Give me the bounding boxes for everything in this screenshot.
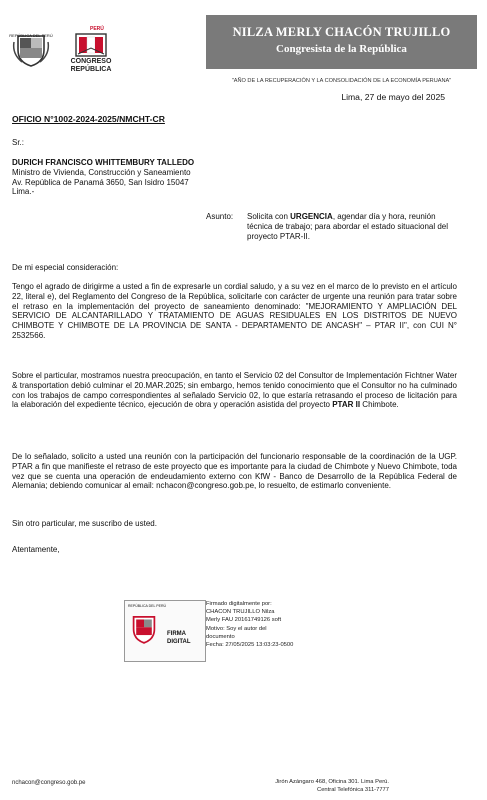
asunto-urgent: URGENCIA (290, 212, 333, 221)
addressee-line3: Lima.- (12, 187, 35, 197)
congresswoman-banner (206, 15, 477, 69)
asunto-text (247, 212, 455, 241)
paragraph-request: Tengo el agrado de dirigirme a usted a fin de expresarle un cordial saludo, y a su vez en el marco de lo previsto en el artículo 22, literal e), del Reglamento del Congreso de la República, solicitarle con carácter de urgente una reunión para tratar sobre el retraso en la implementación del proyecto de saneamiento denominado: "MEJORAMIENTO Y AMPLIACIÓN DEL SERVICIO DE ALCANTARILLADO Y TRATAMIENTO DE AGUAS RESIDUALES EN LOS DISTRITOS DE NUEVO CHIMBOTE Y CHIMBOTE DE LA PROVINCIA DE SANTA - DEPARTAMENTO DE ANCASH" – PTAR II", con CUI N° 2532566. (12, 282, 457, 340)
footer-contact (275, 778, 389, 794)
farewell: Atentamente, (12, 545, 60, 554)
peru-label: PERÚ (90, 26, 104, 32)
addressee-line1: Ministro de Vivienda, Construcción y Saneamiento (12, 167, 191, 177)
addressee-line2: Av. República de Panamá 3650, San Isidro 15047 (12, 177, 189, 187)
asunto-post: , agendar día y hora, reunión técnica de trabajo; para abordar el estado situacional del proyecto PTAR-II. (247, 212, 449, 241)
addressee-name: DURICH FRANCISCO WHITTEMBURY TALLEDO (12, 158, 195, 167)
stamp-label (167, 631, 191, 646)
stamp-label-2: DIGITAL (167, 638, 191, 645)
congress-logo-line1: CONGRESO (70, 58, 112, 65)
oficio-number: OFICIO N°1002-2024-2025/NMCHT-CR (12, 114, 165, 124)
year-motto: "AÑO DE LA RECUPERACIÓN Y LA CONSOLIDACIÓN DE LA ECONOMÍA PERUANA" (231, 78, 452, 84)
digital-signature-text (206, 600, 356, 649)
footer-phone: Central Telefónica 311-7777 (317, 787, 389, 793)
paragraph-concern (12, 371, 457, 410)
salutation: Sr.: (12, 138, 25, 147)
stamp-label-1: FIRMA (167, 631, 186, 637)
banner-name: NILZA MERLY CHACÓN TRUJILLO (232, 25, 451, 39)
stamp-top-text: REPÚBLICA DEL PERÚ (128, 604, 166, 608)
footer-email: nchacon@congreso.gob.pe (12, 780, 86, 786)
paragraph-meeting: De lo señalado, solicito a usted una reunión con la participación del funcionario responsable de la coordinación de la UGP. PTAR a fin que manifieste el retraso de este proyecto que es importante para la ciudad de Chimbote y Nuevo Chimbote, toda vez que se cuenta una operación de endeudamiento externo con KfW - Banco de Desarrollo de la República Federal de Alemania; debiendo comunicar al email: nchacon@congreso.gob.pe, lo resuelto, de estimarlo conveniente. (12, 452, 457, 491)
concern-text: Sobre el particular, mostramos nuestra preocupación, en tanto el Servicio 02 del Consultor de Implementación Fichtner Water & transportation debió culminar el 20.MAR.2025; sin embargo, hemos tenido conocimiento que el Consultor no ha culminado con los trabajos de campo correspondientes al señalado Servicio 02, lo que estaría retrasando el proceso de licitación para la elaboración del expediente técnico, ejecución de obra y operación asistida del proyecto (12, 371, 457, 410)
congress-logo-text (58, 58, 124, 74)
logo1-caption: REPÚBLICA DEL PERÚ (9, 33, 53, 38)
concern-ptar: PTAR II (332, 400, 361, 410)
sig-line6: Fecha: 27/05/2025 13:03:23-0500 (206, 642, 294, 649)
asunto-pre: Solicita con (247, 212, 291, 221)
closing-line: Sin otro particular, me suscribo de usted. (12, 519, 157, 528)
greeting: De mi especial consideración: (12, 263, 119, 272)
addressee-block (12, 158, 194, 197)
sig-line1: Firmado digitalmente por: (206, 601, 272, 607)
letter-date: Lima, 27 de mayo del 2025 (341, 92, 445, 102)
sig-line3: Merly FAU 20161749126 soft (206, 617, 282, 624)
digital-signature-stamp (124, 600, 206, 662)
sig-line5: documento (206, 633, 235, 640)
banner-title: Congresista de la República (276, 43, 407, 55)
concern-end: Chimbote. (360, 400, 399, 410)
sig-line2: CHACON TRUJILLO Nilza (206, 609, 275, 616)
sig-line4: Motivo: Soy el autor del (206, 625, 267, 632)
coat-of-arms-icon (131, 613, 157, 645)
congress-logo-line2: REPÚBLICA (70, 66, 112, 73)
footer-address: Jirón Azángaro 468, Oficina 301. Lima Perú. (275, 779, 389, 785)
asunto-label: Asunto: (206, 212, 234, 221)
